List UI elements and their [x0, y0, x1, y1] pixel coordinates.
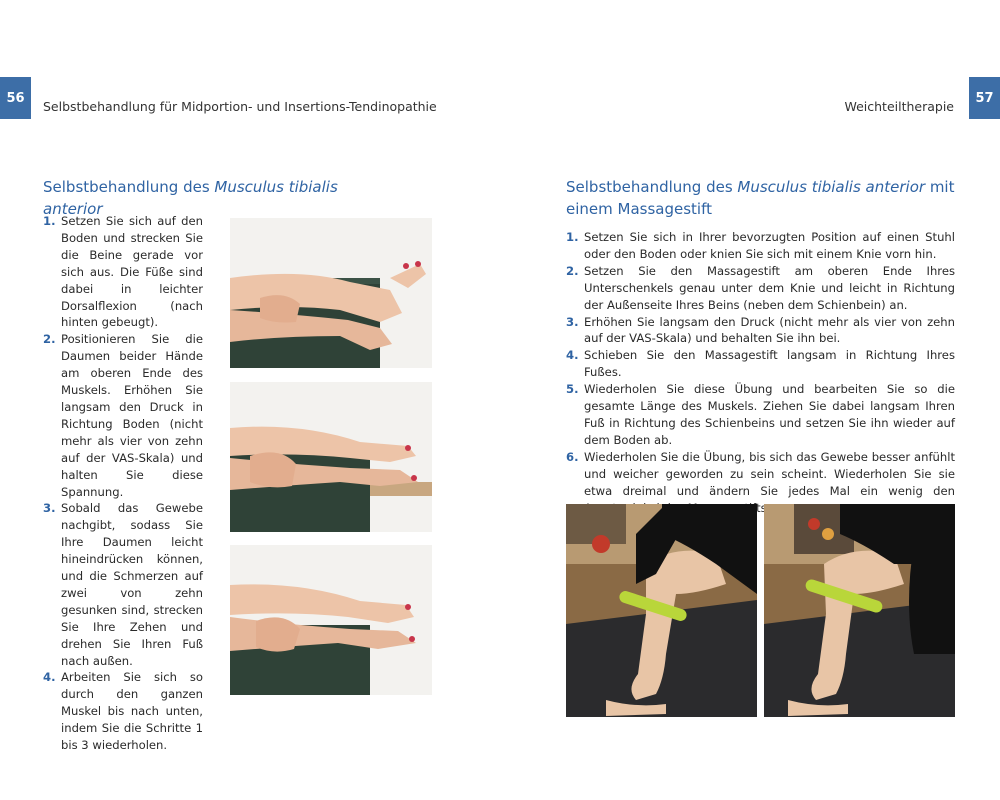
running-head-right: Weichteiltherapie: [844, 99, 954, 114]
step-number: 3.: [43, 501, 56, 516]
step-number: 2.: [43, 332, 56, 347]
step-number: 5.: [566, 382, 579, 397]
photo-massage-stick-2: [764, 504, 955, 717]
step-text: Schieben Sie den Massagestift langsam in Richtung Ihres Fußes.: [584, 348, 955, 380]
step-number: 1.: [43, 214, 56, 228]
step-text: Setzen Sie den Massagestift am oberen Ende Ihres Unterschenkels genau unter dem Knie und leicht in Richtung der Außenseite Ihres Beins (neben dem Schienbein) an.: [584, 263, 955, 312]
step-text: Setzen Sie sich auf den Boden und strecken Sie die Beine gerade vor sich aus. Die Füße sind dabei in leichter Dorsalflexion (nach hinten gebeugt).: [61, 214, 203, 330]
steps-list-left: [43, 213, 203, 754]
step-number: 6.: [566, 449, 579, 464]
step-number: 4.: [566, 348, 579, 363]
step-text: Sobald das Gewebe nachgibt, sodass Sie Ihre Daumen leicht hineindrücken können, und die Schmerzen auf zwei von zehn gesunken sind, strecken Sie Ihre Zehen und drehen Sie Ihren Fuß nach außen.: [61, 501, 203, 668]
photo-leg-step-2: [230, 382, 432, 532]
page-number-right: 57: [969, 77, 1000, 119]
running-head-left: Selbstbehandlung für Midportion- und Insertions-Tendinopathie: [43, 99, 437, 114]
photo-leg-step-1: [230, 218, 432, 368]
list-item: [43, 213, 203, 331]
title-text: Selbstbehandlung des: [43, 178, 215, 196]
step-text: Positionieren Sie die Daumen beider Hände am oberen Ende des Muskels. Erhöhen Sie langsam den Druck in Richtung Boden (nicht mehr als vier von zehn auf der VAS-Skala) und halten Sie diese Spannung.: [61, 332, 203, 499]
step-text: Arbeiten Sie sich so durch den ganzen Muskel bis nach unten, indem Sie die Schritte 1 bis 3 wiederholen.: [61, 670, 203, 753]
title-text-suffix: mit einem Massagestift: [566, 178, 955, 218]
step-number: 2.: [566, 263, 579, 278]
photo-leg-step-3: [230, 545, 432, 695]
list-item: [43, 669, 203, 754]
page-number-left: 56: [0, 77, 31, 119]
title-italic: Musculus tibialis anterior: [737, 178, 926, 196]
list-item: [566, 263, 955, 314]
step-text: Wiederholen Sie diese Übung und bearbeiten Sie so die gesamte Länge des Muskels. Ziehen Sie dabei langsam Ihren Fuß in Richtung des Schienbeins und setzen Sie ihn wieder auf dem Boden ab.: [584, 382, 955, 447]
list-item: [566, 314, 955, 348]
step-number: 4.: [43, 670, 56, 685]
title-text: Selbstbehandlung des: [566, 178, 738, 196]
step-text: Erhöhen Sie langsam den Druck (nicht mehr als vier von zehn auf der VAS-Skala) und behalten Sie ihn bei.: [584, 314, 955, 346]
photo-massage-stick-1: [566, 504, 757, 717]
steps-list-right: [566, 229, 955, 516]
title-italic: Musculus tibialis anterior: [43, 178, 338, 218]
list-item: [566, 381, 955, 449]
list-item: [566, 229, 955, 263]
section-title-right: [566, 176, 955, 220]
step-number: 1.: [566, 230, 579, 244]
list-item: [566, 347, 955, 381]
list-item: [43, 331, 203, 500]
list-item: [43, 500, 203, 669]
step-text: Wiederholen Sie die Übung, bis sich das Gewebe besser anfühlt und weicher geworden zu sein scheint. Wiederholen Sie sie etwa dreimal und ändern Sie jedes Mal ein wenig den: [584, 449, 955, 498]
step-number: 3.: [566, 314, 579, 329]
step-text: Setzen Sie sich in Ihrer bevorzugten Position auf einen Stuhl oder den Boden oder knien Sie sich mit einem Knie vorn hin.: [584, 230, 955, 261]
